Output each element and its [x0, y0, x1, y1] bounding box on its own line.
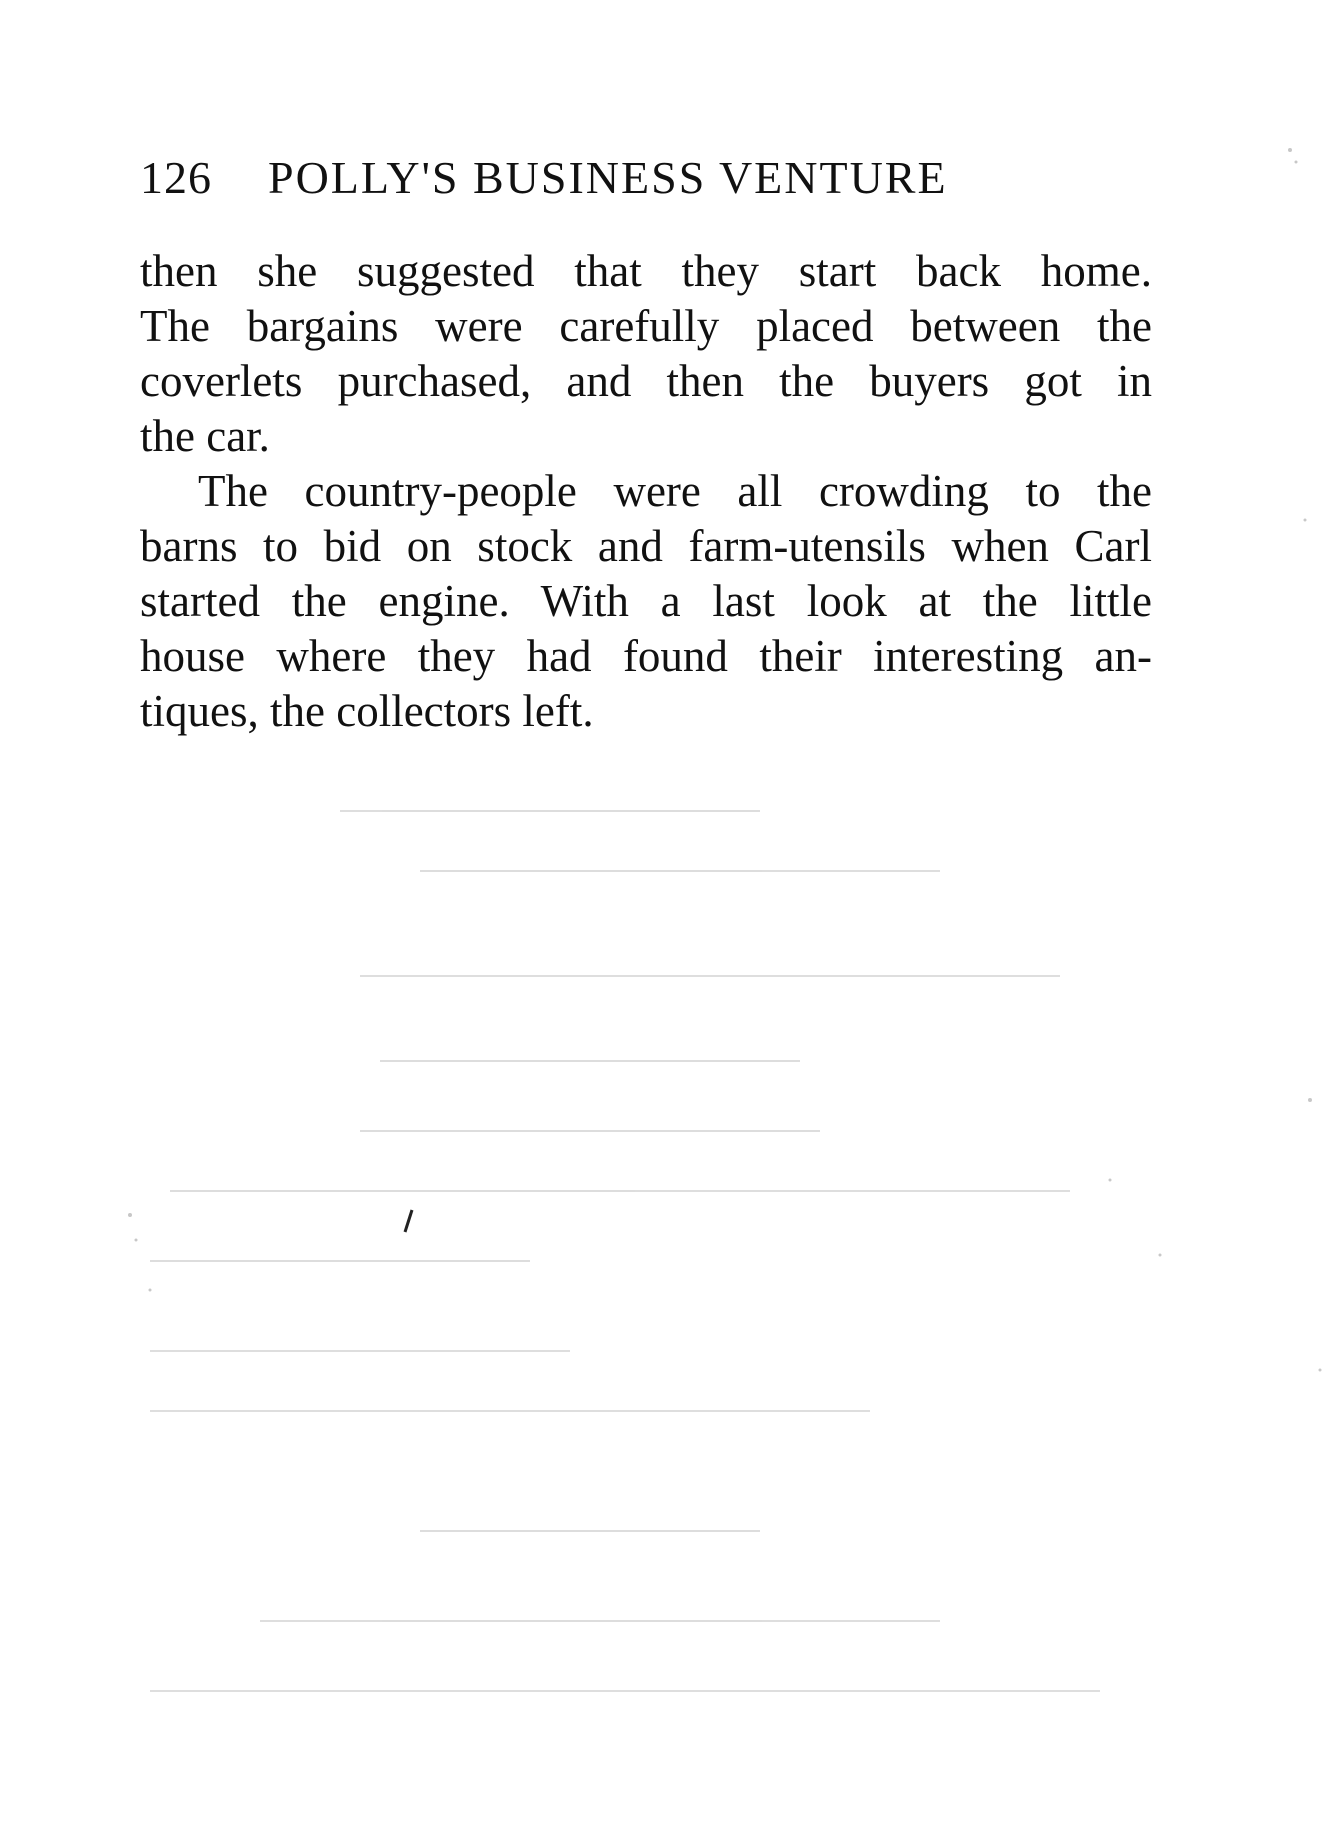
text-line: The bargains were carefully placed between the [140, 301, 1152, 351]
text-line: house where they had found their interesting an- [140, 631, 1152, 681]
paragraph-2 [140, 464, 1152, 739]
text-line: tiques, the collectors left. [140, 686, 594, 736]
text-line: barns to bid on stock and farm-utensils when Carl [140, 521, 1152, 571]
text-line: started the engine. With a last look at the little [140, 576, 1152, 626]
text-line: coverlets purchased, and then the buyers got in [140, 356, 1152, 406]
paragraph-1 [140, 244, 1152, 464]
running-title: POLLY'S BUSINESS VENTURE [268, 152, 948, 203]
page-number: 126 [140, 152, 212, 203]
text-line: then she suggested that they start back home. [140, 246, 1152, 296]
body-text [140, 244, 1152, 739]
text-line: The country-people were all crowding to the [198, 466, 1152, 516]
text-line: the car. [140, 411, 270, 461]
running-head [140, 148, 1180, 208]
